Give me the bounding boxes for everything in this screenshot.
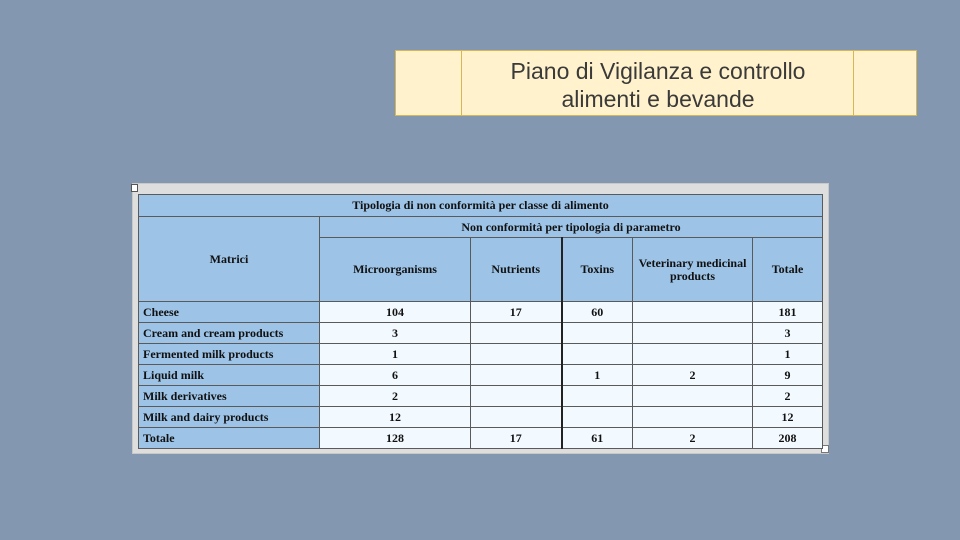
table-row — [139, 344, 823, 365]
table-anchor-handle[interactable] — [131, 184, 138, 192]
cell-microorganisms: 128 — [320, 428, 471, 449]
row-label: Milk and dairy products — [139, 407, 320, 428]
cell-toxins: 61 — [562, 428, 633, 449]
table-row — [139, 386, 823, 407]
cell-toxins — [562, 386, 633, 407]
cell-nutrients: 17 — [471, 428, 562, 449]
group-header: Non conformità per tipologia di parametro — [320, 217, 823, 238]
slide-title-box — [395, 50, 917, 116]
cell-totale: 9 — [753, 365, 823, 386]
cell-veterinary — [633, 323, 753, 344]
cell-veterinary — [633, 407, 753, 428]
cell-toxins — [562, 407, 633, 428]
row-header-matrici: Matrici — [139, 217, 320, 302]
slide-title — [462, 57, 854, 113]
cell-microorganisms: 3 — [320, 323, 471, 344]
cell-nutrients — [471, 323, 562, 344]
table-row — [139, 302, 823, 323]
cell-totale: 181 — [753, 302, 823, 323]
cell-totale: 3 — [753, 323, 823, 344]
cell-veterinary — [633, 386, 753, 407]
table-caption: Tipologia di non conformità per classe di alimento — [139, 195, 823, 217]
cell-veterinary: 2 — [633, 428, 753, 449]
cell-toxins: 1 — [562, 365, 633, 386]
row-label: Liquid milk — [139, 365, 320, 386]
cell-microorganisms: 1 — [320, 344, 471, 365]
cell-totale: 208 — [753, 428, 823, 449]
row-label-total: Totale — [139, 428, 320, 449]
table-row — [139, 407, 823, 428]
col-header-veterinary: Veterinary medicinal products — [633, 238, 753, 302]
row-label: Cream and cream products — [139, 323, 320, 344]
cell-toxins: 60 — [562, 302, 633, 323]
row-label: Fermented milk products — [139, 344, 320, 365]
cell-veterinary — [633, 344, 753, 365]
col-header-toxins: Toxins — [562, 238, 633, 302]
table-row — [139, 365, 823, 386]
nonconformity-table — [138, 194, 823, 449]
table-row-total — [139, 428, 823, 449]
cell-nutrients — [471, 407, 562, 428]
cell-toxins — [562, 344, 633, 365]
cell-microorganisms: 104 — [320, 302, 471, 323]
cell-totale: 12 — [753, 407, 823, 428]
table-row — [139, 323, 823, 344]
cell-veterinary — [633, 302, 753, 323]
col-header-nutrients: Nutrients — [471, 238, 562, 302]
cell-totale: 1 — [753, 344, 823, 365]
col-header-microorganisms: Microorganisms — [320, 238, 471, 302]
cell-microorganisms: 2 — [320, 386, 471, 407]
cell-nutrients — [471, 344, 562, 365]
cell-totale: 2 — [753, 386, 823, 407]
cell-toxins — [562, 323, 633, 344]
cell-microorganisms: 6 — [320, 365, 471, 386]
cell-microorganisms: 12 — [320, 407, 471, 428]
cell-nutrients — [471, 365, 562, 386]
row-label: Milk derivatives — [139, 386, 320, 407]
cell-nutrients: 17 — [471, 302, 562, 323]
slide-title-line-1: Piano di Vigilanza e controllo — [510, 58, 806, 84]
row-label: Cheese — [139, 302, 320, 323]
col-header-totale: Totale — [753, 238, 823, 302]
cell-veterinary: 2 — [633, 365, 753, 386]
cell-nutrients — [471, 386, 562, 407]
slide-title-line-2: alimenti e bevande — [561, 86, 755, 112]
